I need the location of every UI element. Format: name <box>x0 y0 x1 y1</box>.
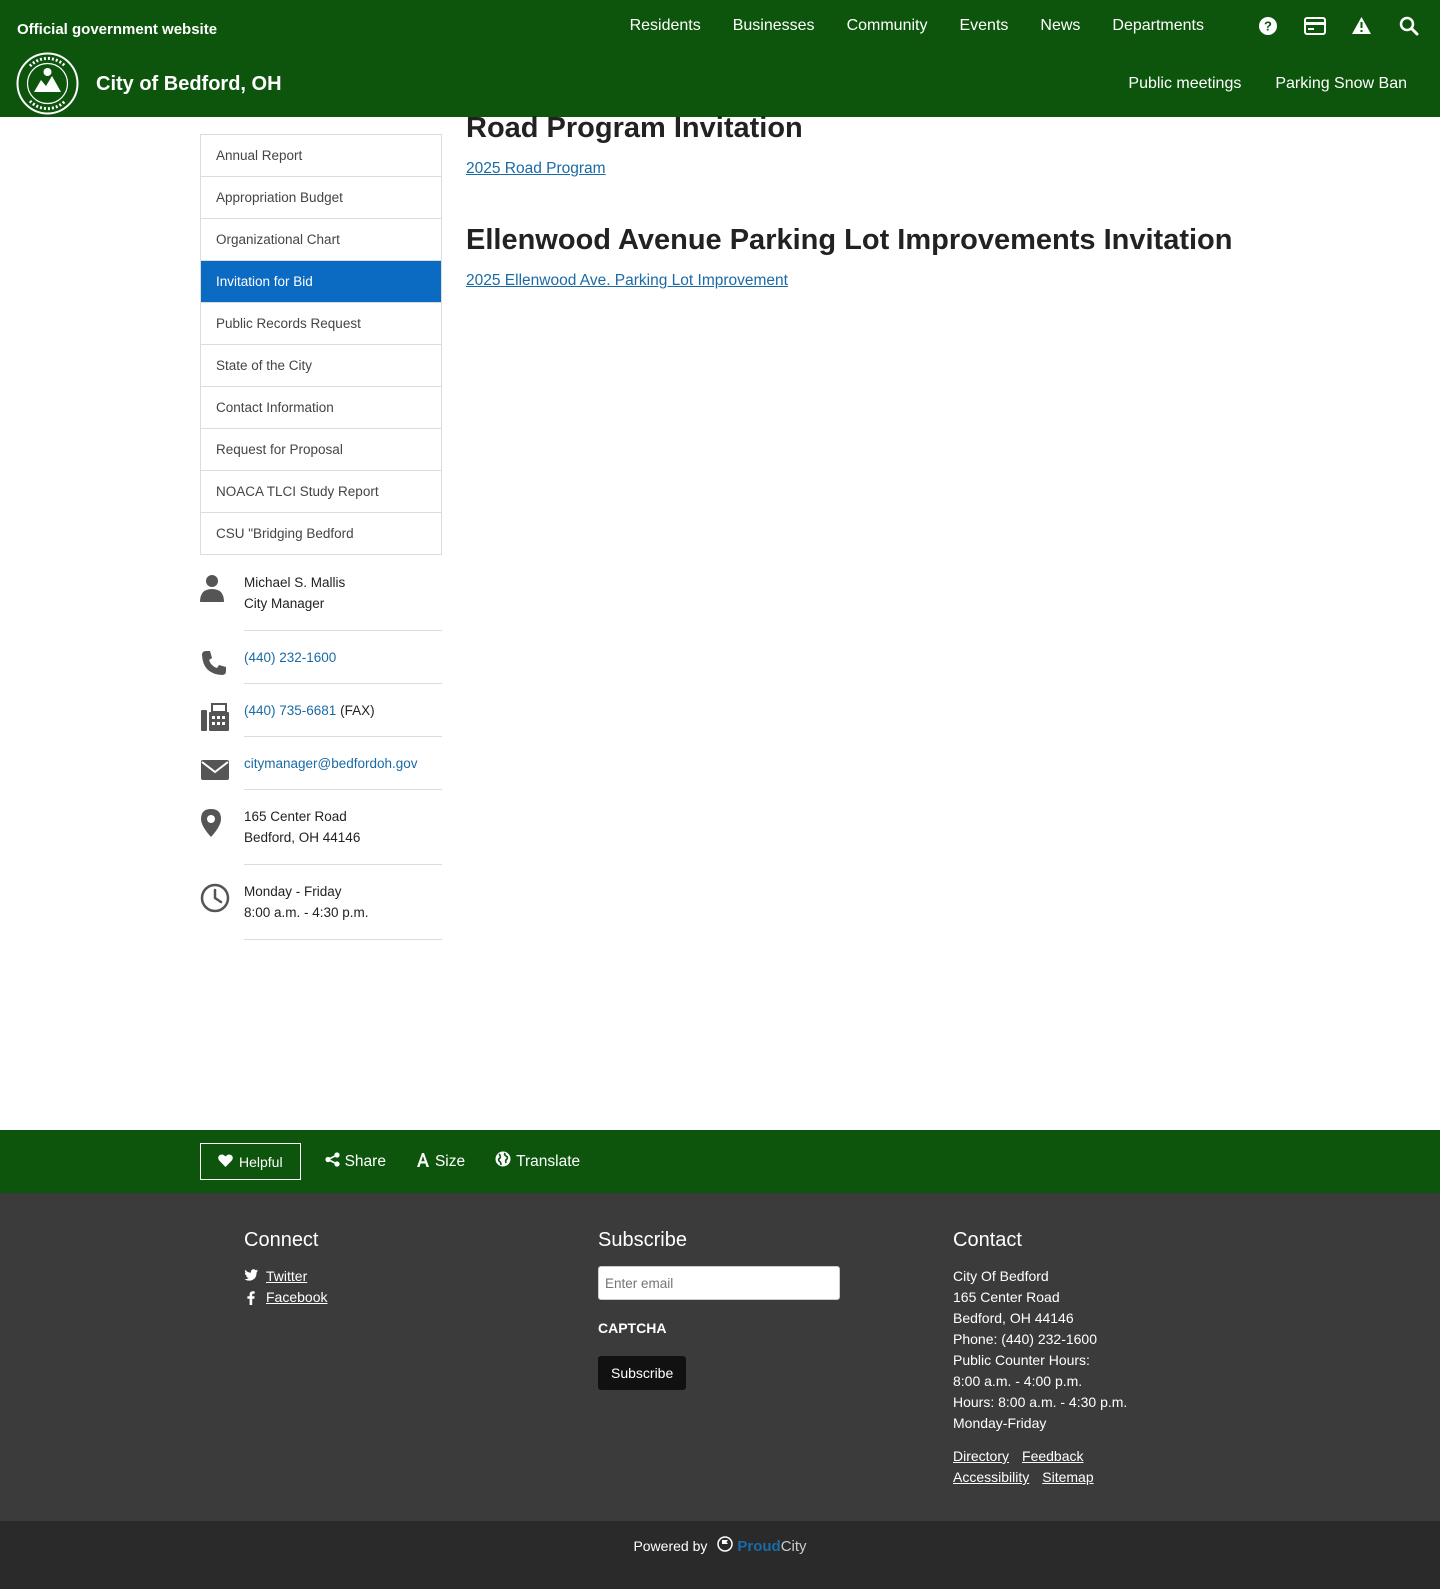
contact-fax-text <box>244 700 442 737</box>
footer-contact <box>953 1229 1127 1488</box>
contact-heading: Contact <box>953 1229 1022 1251</box>
contact-card <box>200 572 442 940</box>
contact-title: City Manager <box>244 596 325 611</box>
footer-contact-line: Monday-Friday <box>953 1415 1047 1431</box>
footer-contact-line: City Of Bedford <box>953 1268 1049 1284</box>
phone-link[interactable]: (440) 232-1600 <box>244 650 337 665</box>
facebook-row <box>244 1287 327 1308</box>
sidebar-item-contact-information[interactable]: Contact Information <box>201 387 441 429</box>
helpful-label: Helpful <box>239 1153 283 1170</box>
proudcity-flag-icon <box>717 1536 733 1556</box>
fax-icon <box>200 700 244 737</box>
search-icon[interactable] <box>1395 12 1422 39</box>
twitter-icon <box>244 1266 258 1287</box>
city-seal-logo[interactable] <box>16 52 79 115</box>
footer-contact-line: Public Counter Hours: <box>953 1352 1090 1368</box>
sidebar-item-public-records-request[interactable]: Public Records Request <box>201 303 441 345</box>
contact-name: Michael S. Mallis <box>244 575 346 590</box>
hours-days: Monday - Friday <box>244 884 342 899</box>
payment-card-icon[interactable] <box>1301 12 1328 39</box>
address-line-2: Bedford, OH 44146 <box>244 830 361 845</box>
sidebar-item-noaca-tlci-study-report[interactable]: NOACA TLCI Study Report <box>201 471 441 513</box>
utility-nav <box>1254 12 1422 39</box>
sidebar-item-csu-bridging-bedford[interactable]: CSU "Bridging Bedford <box>201 513 441 555</box>
nav-community[interactable]: Community <box>846 17 928 34</box>
phone-icon <box>200 647 244 684</box>
subscribe-email-input[interactable] <box>598 1266 840 1300</box>
fax-suffix: (FAX) <box>340 703 375 718</box>
sidebar-menu <box>200 134 442 555</box>
twitter-link[interactable]: Twitter <box>266 1268 308 1284</box>
nav-events[interactable]: Events <box>959 17 1009 34</box>
nav-news[interactable]: News <box>1040 17 1081 34</box>
contact-phone-text <box>244 647 442 684</box>
envelope-icon <box>200 753 244 790</box>
hours-time: 8:00 a.m. - 4:30 p.m. <box>244 905 369 920</box>
sidebar-item-annual-report[interactable]: Annual Report <box>201 135 441 177</box>
sidebar-item-organizational-chart[interactable]: Organizational Chart <box>201 219 441 261</box>
subscribe-button[interactable]: Subscribe <box>598 1356 686 1390</box>
nav-departments[interactable]: Departments <box>1112 17 1204 34</box>
share-icon <box>325 1152 340 1172</box>
share-button[interactable] <box>319 1152 392 1172</box>
sidebar-item-request-for-proposal[interactable]: Request for Proposal <box>201 429 441 471</box>
contact-hours-text <box>244 881 442 940</box>
facebook-link[interactable]: Facebook <box>266 1289 328 1305</box>
nav-residents[interactable]: Residents <box>629 17 701 34</box>
site-name[interactable]: City of Bedford, OH <box>96 73 282 95</box>
contact-email-text <box>244 753 442 790</box>
sidebar-item-state-of-the-city[interactable]: State of the City <box>201 345 441 387</box>
nav-parking-snow-ban[interactable]: Parking Snow Ban <box>1275 75 1407 92</box>
feedback-actions <box>200 1143 586 1180</box>
contact-hours-row <box>200 881 442 940</box>
translate-button[interactable] <box>489 1151 586 1172</box>
footer-link-sitemap[interactable]: Sitemap <box>1042 1469 1094 1485</box>
proudcity-brand-light: City <box>780 1537 807 1555</box>
footer-link-accessibility[interactable]: Accessibility <box>953 1469 1030 1485</box>
size-label: Size <box>434 1152 466 1170</box>
connect-heading: Connect <box>244 1229 319 1251</box>
official-site-label: Official government website <box>17 21 218 38</box>
main-nav <box>614 16 1220 36</box>
main-content <box>466 110 1366 290</box>
powered-by-bar <box>0 1521 1440 1589</box>
ellenwood-link[interactable]: 2025 Ellenwood Ave. Parking Lot Improvement <box>466 272 788 289</box>
subscribe-heading: Subscribe <box>598 1229 687 1251</box>
road-program-link[interactable]: 2025 Road Program <box>466 160 606 177</box>
footer-contact-line: Bedford, OH 44146 <box>953 1310 1074 1326</box>
font-size-icon <box>416 1152 430 1172</box>
size-button[interactable] <box>410 1152 471 1172</box>
ellenwood-section <box>466 222 1366 290</box>
footer-links <box>953 1446 1123 1488</box>
contact-fax-row <box>200 700 442 737</box>
captcha-label: CAPTCHA <box>598 1320 667 1336</box>
footer-contact-line: 165 Center Road <box>953 1289 1060 1305</box>
address-line-1: 165 Center Road <box>244 809 347 824</box>
footer-contact-line: Phone: (440) 232-1600 <box>953 1331 1097 1347</box>
svg-text:?: ? <box>1263 18 1272 33</box>
contact-person-text <box>244 572 442 631</box>
footer-contact-lines <box>953 1266 1127 1434</box>
section-heading: Ellenwood Avenue Parking Lot Improvements Invitation <box>466 224 1233 256</box>
helpful-button[interactable] <box>200 1143 301 1180</box>
page-feedback-bar <box>0 1130 1440 1193</box>
site-footer <box>0 1193 1440 1521</box>
alert-icon[interactable] <box>1348 12 1375 39</box>
footer-link-directory[interactable]: Directory <box>953 1448 1010 1464</box>
share-label: Share <box>344 1152 386 1170</box>
sidebar-item-invitation-for-bid[interactable]: Invitation for Bid <box>201 261 441 303</box>
contact-email-row <box>200 753 442 790</box>
footer-contact-line: 8:00 a.m. - 4:00 p.m. <box>953 1373 1083 1389</box>
footer-connect <box>244 1229 327 1308</box>
help-icon[interactable] <box>1254 12 1281 39</box>
contact-address-text <box>244 806 442 865</box>
road-program-section <box>466 110 1366 178</box>
contact-phone-row <box>200 647 442 684</box>
translate-label: Translate <box>516 1152 581 1170</box>
proudcity-brand-bold: Proud <box>737 1537 781 1555</box>
site-header <box>0 0 1440 117</box>
clock-icon <box>200 881 244 940</box>
fax-link[interactable]: (440) 735-6681 <box>244 703 337 718</box>
footer-link-feedback[interactable]: Feedback <box>1022 1448 1084 1464</box>
nav-businesses[interactable]: Businesses <box>732 17 815 34</box>
proudcity-logo[interactable] <box>717 1536 806 1556</box>
map-marker-icon <box>200 806 244 865</box>
nav-public-meetings[interactable]: Public meetings <box>1128 75 1242 92</box>
person-icon <box>200 572 244 631</box>
email-link[interactable]: citymanager@bedfordoh.gov <box>244 756 418 771</box>
sidebar-item-appropriation-budget[interactable]: Appropriation Budget <box>201 177 441 219</box>
contact-address-row <box>200 806 442 865</box>
heart-icon <box>218 1154 233 1170</box>
facebook-icon <box>244 1291 258 1305</box>
contact-person-row <box>200 572 442 631</box>
secondary-nav <box>1111 75 1424 93</box>
powered-by-label: Powered by <box>633 1538 708 1554</box>
footer-subscribe <box>598 1229 840 1390</box>
twitter-row <box>244 1266 327 1287</box>
globe-icon <box>495 1151 511 1172</box>
footer-contact-line: Hours: 8:00 a.m. - 4:30 p.m. <box>953 1394 1128 1410</box>
section-heading: Road Program Invitation <box>466 112 803 144</box>
